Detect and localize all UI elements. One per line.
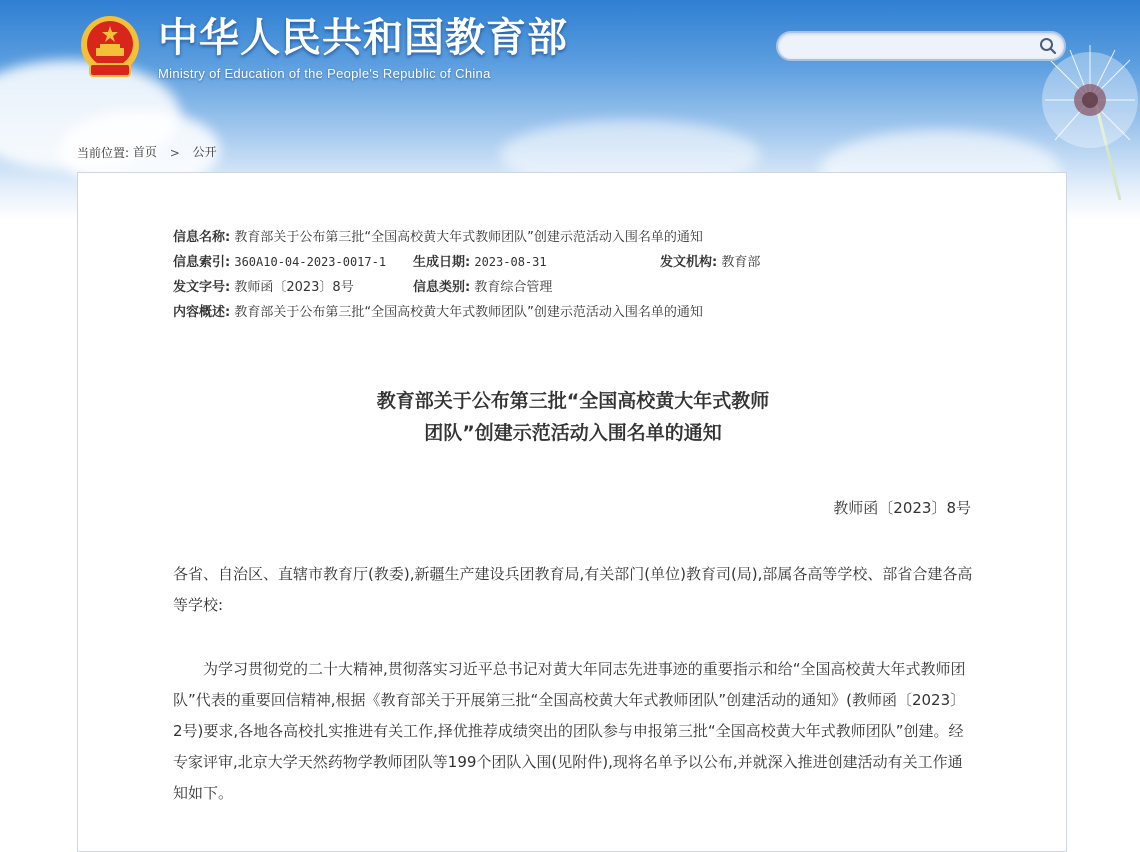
meta-row-summary xyxy=(173,300,703,325)
document-number: 教师函〔2023〕8号 xyxy=(833,499,971,517)
site-title-cn: 中华人民共和国教育部 xyxy=(158,15,568,61)
info-metadata xyxy=(173,225,761,325)
meta-docno-value: 教师函〔2023〕8号 xyxy=(234,280,354,295)
breadcrumb-public-link[interactable]: 公开 xyxy=(192,145,217,159)
meta-issuer-value: 教育部 xyxy=(721,255,761,270)
meta-category-label: 信息类别: xyxy=(413,280,471,295)
meta-row-docno xyxy=(173,275,703,300)
site-title-en: Ministry of Education of the People's Republic of China xyxy=(158,66,491,81)
breadcrumb-separator: > xyxy=(169,145,180,160)
search-box xyxy=(776,31,1066,61)
meta-category-value: 教育综合管理 xyxy=(474,280,553,295)
meta-date-label: 生成日期: xyxy=(413,255,471,270)
breadcrumb xyxy=(77,143,217,161)
meta-issuer-label: 发文机构: xyxy=(660,255,718,270)
meta-row-index xyxy=(173,250,761,275)
meta-index-value: 360A10-04-2023-0017-1 xyxy=(234,255,387,269)
breadcrumb-home-link[interactable]: 首页 xyxy=(132,145,157,159)
meta-summary-label: 内容概述: xyxy=(173,305,231,320)
breadcrumb-prefix: 当前位置: xyxy=(77,146,130,160)
meta-name-label: 信息名称: xyxy=(173,230,231,245)
dandelion-icon xyxy=(990,0,1140,200)
document-title xyxy=(173,385,973,449)
content-panel xyxy=(77,172,1067,852)
meta-name-value: 教育部关于公布第三批“全国高校黄大年式教师团队”创建示范活动入围名单的通知 xyxy=(234,230,703,245)
national-emblem-icon xyxy=(78,14,142,80)
document-salutation: 各省、自治区、直辖市教育厅(教委),新疆生产建设兵团教育局,有关部门(单位)教育司(局),部属各高等学校、部省合建各高等学校: xyxy=(173,565,973,614)
search-icon[interactable] xyxy=(1038,36,1058,56)
meta-date-value: 2023-08-31 xyxy=(474,255,547,269)
document-title-line1: 教育部关于公布第三批“全国高校黄大年式教师 xyxy=(376,390,770,412)
meta-row-name xyxy=(173,225,703,250)
meta-summary-value: 教育部关于公布第三批“全国高校黄大年式教师团队”创建示范活动入围名单的通知 xyxy=(234,305,703,320)
document-paragraph: 为学习贯彻党的二十大精神,贯彻落实习近平总书记对黄大年同志先进事迹的重要指示和给“全国高校黄大年式教师团队”代表的重要回信精神,根据《教育部关于开展第三批“全国高校黄大年式教师团队”创建活动的通知》(教师函〔2023〕2号)要求,各地各高校扎实推进有关工作,择优推荐成绩突出的团队参与申报第三批“全国高校黄大年式教师团队”创建。经专家评审,北京大学天然药物学教师团队等199个团队入围(见附件),现将名单予以公布,并就深入推进创建活动有关工作通知如下。 xyxy=(173,660,966,802)
document-title-line2: 团队”创建示范活动入围名单的通知 xyxy=(424,422,722,444)
search-input[interactable] xyxy=(790,37,1034,57)
meta-docno-label: 发文字号: xyxy=(173,280,231,295)
meta-index-label: 信息索引: xyxy=(173,255,231,270)
